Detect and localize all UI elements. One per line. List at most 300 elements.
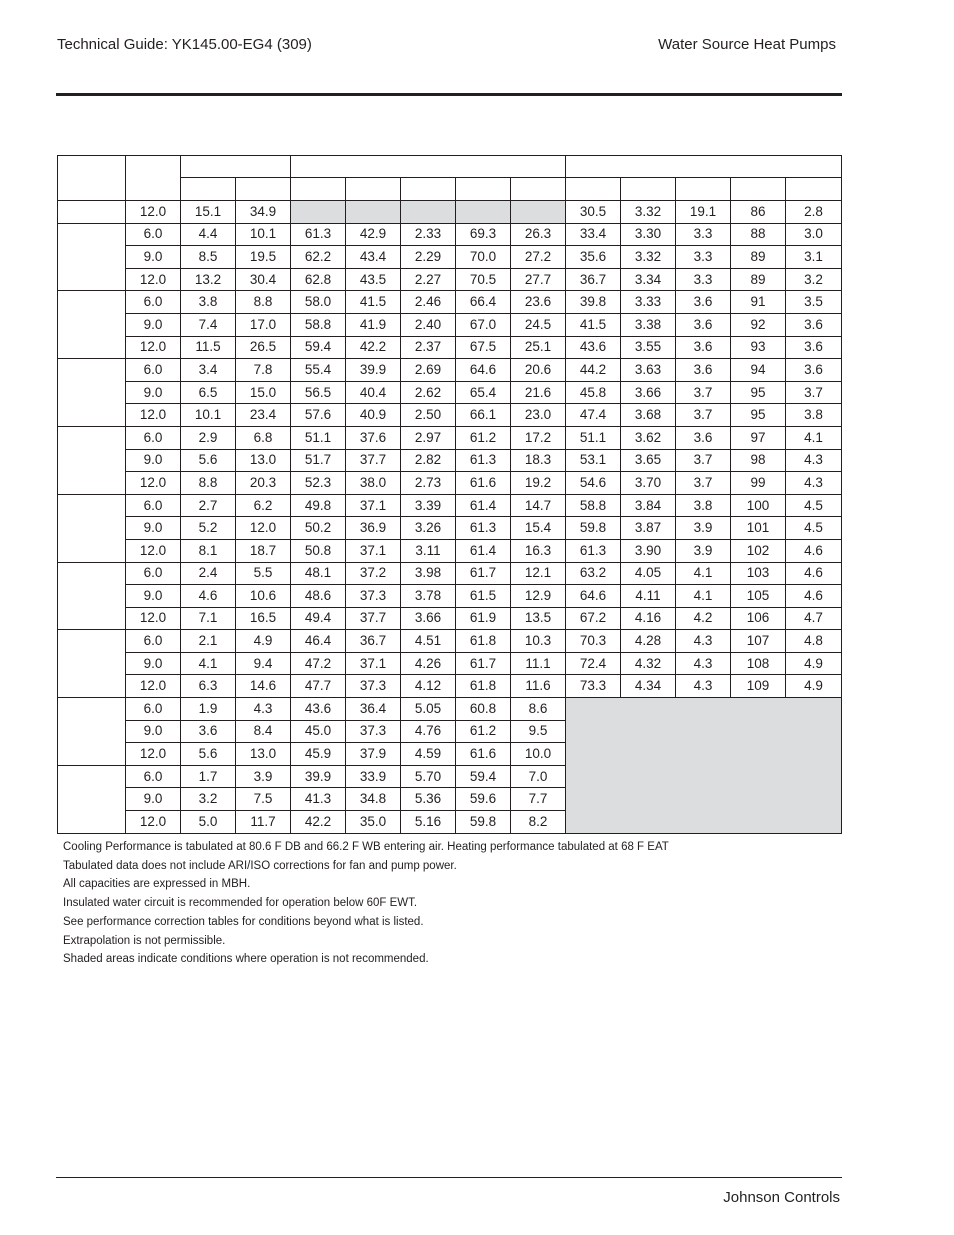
- table-cell: 94: [731, 359, 786, 382]
- table-cell: 10.1: [236, 223, 291, 246]
- table-cell: 73.3: [566, 675, 621, 698]
- table-cell: 46.4: [291, 630, 346, 653]
- table-row: [58, 381, 842, 404]
- table-cell: 10.6: [236, 585, 291, 608]
- table-cell: 8.8: [236, 291, 291, 314]
- table-cell: 67.5: [456, 336, 511, 359]
- table-cell: 97: [731, 426, 786, 449]
- table-cell: 3.2: [786, 268, 842, 291]
- table-cell: 66.4: [456, 291, 511, 314]
- table-cell: 51.1: [566, 426, 621, 449]
- table-cell: 41.3: [291, 788, 346, 811]
- table-cell: 7.4: [181, 313, 236, 336]
- table-cell: 13.0: [236, 743, 291, 766]
- guide-title: Technical Guide: YK145.00-EG4 (309): [57, 36, 312, 53]
- table-cell: 36.7: [346, 630, 401, 653]
- table-cell: 3.62: [621, 426, 676, 449]
- table-cell: 40.4: [346, 381, 401, 404]
- table-cell: 61.3: [291, 223, 346, 246]
- table-cell: 23.0: [511, 404, 566, 427]
- table-cell: 5.2: [181, 517, 236, 540]
- table-cell: 37.6: [346, 426, 401, 449]
- table-cell: 45.9: [291, 743, 346, 766]
- product-title: Water Source Heat Pumps: [658, 36, 836, 53]
- table-cell: 12.0: [126, 743, 181, 766]
- table-cell: 7.0: [511, 765, 566, 788]
- table-cell: 35.6: [566, 246, 621, 269]
- table-cell: 5.6: [181, 449, 236, 472]
- table-cell: 99: [731, 472, 786, 495]
- table-cell: 2.9: [181, 426, 236, 449]
- table-cell: 3.7: [676, 472, 731, 495]
- table-cell: 18.3: [511, 449, 566, 472]
- table-cell: 3.11: [401, 539, 456, 562]
- table-cell: 4.6: [786, 539, 842, 562]
- table-row: [58, 698, 842, 721]
- table-cell: 11.7: [236, 811, 291, 834]
- table-cell: 14.7: [511, 494, 566, 517]
- table-cell: 2.7: [181, 494, 236, 517]
- table-cell: 37.1: [346, 494, 401, 517]
- table-cell: 24.5: [511, 313, 566, 336]
- table-cell: 12.0: [126, 675, 181, 698]
- table-cell: 3.9: [676, 539, 731, 562]
- table-cell: 47.4: [566, 404, 621, 427]
- table-cell: 4.1: [181, 652, 236, 675]
- table-cell: 45.0: [291, 720, 346, 743]
- table-cell: 3.63: [621, 359, 676, 382]
- table-cell: 61.7: [456, 652, 511, 675]
- table-cell: 1.7: [181, 765, 236, 788]
- table-cell: 4.1: [786, 426, 842, 449]
- table-cell: 5.36: [401, 788, 456, 811]
- table-cell: 58.0: [291, 291, 346, 314]
- ewt-cell: [58, 426, 126, 494]
- table-cell: 4.4: [181, 223, 236, 246]
- table-cell: 50.2: [291, 517, 346, 540]
- table-cell: 2.37: [401, 336, 456, 359]
- table-cell: 23.4: [236, 404, 291, 427]
- table-cell: 61.4: [456, 494, 511, 517]
- header-cell: [401, 178, 456, 201]
- table-cell: 30.5: [566, 201, 621, 224]
- table-cell: 2.4: [181, 562, 236, 585]
- table-cell: 2.73: [401, 472, 456, 495]
- table-cell: 19.2: [511, 472, 566, 495]
- performance-table: [57, 155, 842, 834]
- table-cell: 41.9: [346, 313, 401, 336]
- table-cell: 51.1: [291, 426, 346, 449]
- table-cell: 4.11: [621, 585, 676, 608]
- table-cell: 6.3: [181, 675, 236, 698]
- table-cell: 61.7: [456, 562, 511, 585]
- table-cell: 37.3: [346, 720, 401, 743]
- table-cell: 41.5: [566, 313, 621, 336]
- table-cell: 37.1: [346, 652, 401, 675]
- table-cell: 3.90: [621, 539, 676, 562]
- ewt-cell: [58, 698, 126, 766]
- table-cell: 37.1: [346, 539, 401, 562]
- table-row: [58, 291, 842, 314]
- table-row: [58, 517, 842, 540]
- table-cell: 3.32: [621, 201, 676, 224]
- note-line: Tabulated data does not include ARI/ISO corrections for fan and pump power.: [63, 859, 457, 872]
- table-cell: 12.0: [126, 201, 181, 224]
- table-cell: 4.9: [786, 652, 842, 675]
- table-cell: 30.4: [236, 268, 291, 291]
- table-cell: 36.4: [346, 698, 401, 721]
- table-cell: 12.0: [126, 607, 181, 630]
- table-row: [58, 268, 842, 291]
- table-cell: 8.4: [236, 720, 291, 743]
- table-cell: 9.0: [126, 652, 181, 675]
- table-cell: 3.7: [786, 381, 842, 404]
- table-cell: 4.76: [401, 720, 456, 743]
- table-cell: 3.6: [676, 359, 731, 382]
- table-cell: 5.5: [236, 562, 291, 585]
- table-row: [58, 607, 842, 630]
- table-cell: 36.7: [566, 268, 621, 291]
- table-cell: 3.68: [621, 404, 676, 427]
- table-cell: 2.97: [401, 426, 456, 449]
- table-cell: 11.1: [511, 652, 566, 675]
- table-cell: 54.6: [566, 472, 621, 495]
- table-cell: 3.6: [181, 720, 236, 743]
- table-row: [58, 585, 842, 608]
- table-cell: 8.2: [511, 811, 566, 834]
- table-cell: 3.3: [676, 268, 731, 291]
- table-cell: 66.1: [456, 404, 511, 427]
- table-cell: [291, 201, 346, 224]
- header-cell: [58, 156, 126, 201]
- table-cell: 10.1: [181, 404, 236, 427]
- table-cell: 10.0: [511, 743, 566, 766]
- table-cell: 3.6: [786, 313, 842, 336]
- table-cell: 34.8: [346, 788, 401, 811]
- table-cell: 4.9: [236, 630, 291, 653]
- table-cell: 72.4: [566, 652, 621, 675]
- table-cell: 33.4: [566, 223, 621, 246]
- table-cell: 3.4: [181, 359, 236, 382]
- table-cell: 8.6: [511, 698, 566, 721]
- table-cell: 16.5: [236, 607, 291, 630]
- table-cell: 36.9: [346, 517, 401, 540]
- table-cell: 67.2: [566, 607, 621, 630]
- table-cell: 43.6: [291, 698, 346, 721]
- table-row: [58, 652, 842, 675]
- table-cell: 9.0: [126, 788, 181, 811]
- table-cell: 4.6: [181, 585, 236, 608]
- table-cell: 26.3: [511, 223, 566, 246]
- table-cell: 8.5: [181, 246, 236, 269]
- table-cell: 3.5: [786, 291, 842, 314]
- table-cell: 5.05: [401, 698, 456, 721]
- table-row: [58, 246, 842, 269]
- table-cell: 43.5: [346, 268, 401, 291]
- table-cell: 3.38: [621, 313, 676, 336]
- footer-rule: [56, 1177, 842, 1178]
- table-cell: 4.9: [786, 675, 842, 698]
- table-cell: 3.33: [621, 291, 676, 314]
- table-cell: 3.6: [786, 359, 842, 382]
- note-line: Shaded areas indicate conditions where operation is not recommended.: [63, 953, 429, 966]
- header-cell: [566, 178, 621, 201]
- table-cell: 9.0: [126, 381, 181, 404]
- table-cell: 35.0: [346, 811, 401, 834]
- table-cell: 7.1: [181, 607, 236, 630]
- table-cell: 6.0: [126, 291, 181, 314]
- table-cell: 49.4: [291, 607, 346, 630]
- table-cell: [401, 201, 456, 224]
- table-cell: 64.6: [566, 585, 621, 608]
- table-cell: 58.8: [291, 313, 346, 336]
- table-cell: 4.1: [676, 585, 731, 608]
- table-cell: 12.0: [126, 539, 181, 562]
- table-cell: 4.3: [786, 449, 842, 472]
- table-cell: 42.2: [346, 336, 401, 359]
- table-cell: 3.34: [621, 268, 676, 291]
- table-cell: 2.8: [786, 201, 842, 224]
- table-row: [58, 449, 842, 472]
- table-cell: 3.6: [786, 336, 842, 359]
- table-cell: 65.4: [456, 381, 511, 404]
- table-cell: 42.9: [346, 223, 401, 246]
- header-cell: [731, 178, 786, 201]
- header-cell: [566, 156, 842, 178]
- table-cell: 5.6: [181, 743, 236, 766]
- table-cell: 4.3: [676, 652, 731, 675]
- ewt-cell: [58, 765, 126, 833]
- table-cell: 39.9: [346, 359, 401, 382]
- table-cell: 61.3: [566, 539, 621, 562]
- table-cell: 37.7: [346, 449, 401, 472]
- table-cell: 38.0: [346, 472, 401, 495]
- header-cell: [126, 156, 181, 201]
- table-cell: 20.3: [236, 472, 291, 495]
- table-cell: 6.0: [126, 698, 181, 721]
- table-cell: 3.6: [676, 313, 731, 336]
- table-cell: 70.0: [456, 246, 511, 269]
- table-cell: 48.1: [291, 562, 346, 585]
- table-cell: 4.5: [786, 517, 842, 540]
- table-cell: 47.7: [291, 675, 346, 698]
- note-line: See performance correction tables for conditions beyond what is listed.: [63, 915, 424, 928]
- table-cell: 4.1: [676, 562, 731, 585]
- table-cell: 91: [731, 291, 786, 314]
- table-cell: 4.12: [401, 675, 456, 698]
- table-cell: 3.65: [621, 449, 676, 472]
- table-cell: 4.59: [401, 743, 456, 766]
- table-cell: 4.05: [621, 562, 676, 585]
- table-cell: 2.1: [181, 630, 236, 653]
- table-cell: 61.5: [456, 585, 511, 608]
- table-cell: 12.0: [126, 811, 181, 834]
- table-cell: 3.66: [621, 381, 676, 404]
- ewt-cell: [58, 359, 126, 427]
- table-cell: 3.7: [676, 381, 731, 404]
- table-cell: 53.1: [566, 449, 621, 472]
- table-cell: 12.0: [126, 336, 181, 359]
- header-rule: [56, 93, 842, 96]
- table-cell: 47.2: [291, 652, 346, 675]
- note-line: All capacities are expressed in MBH.: [63, 878, 251, 891]
- table-cell: 109: [731, 675, 786, 698]
- table-cell: 2.27: [401, 268, 456, 291]
- table-cell: 37.2: [346, 562, 401, 585]
- table-row: [58, 539, 842, 562]
- table-cell: 27.2: [511, 246, 566, 269]
- company-name: Johnson Controls: [723, 1189, 840, 1206]
- table-row: [58, 426, 842, 449]
- table-cell: 8.1: [181, 539, 236, 562]
- table-cell: 57.6: [291, 404, 346, 427]
- table-cell: 7.7: [511, 788, 566, 811]
- table-row: [58, 562, 842, 585]
- table-cell: 14.6: [236, 675, 291, 698]
- table-cell: 9.0: [126, 585, 181, 608]
- table-cell: 34.9: [236, 201, 291, 224]
- table-row: [58, 494, 842, 517]
- header-cell: [181, 156, 291, 178]
- table-cell: 4.28: [621, 630, 676, 653]
- table-cell: 12.1: [511, 562, 566, 585]
- table-cell: 49.8: [291, 494, 346, 517]
- table-cell: 25.1: [511, 336, 566, 359]
- table-cell: 16.3: [511, 539, 566, 562]
- table-cell: 9.0: [126, 720, 181, 743]
- table-row: [58, 201, 842, 224]
- ewt-cell: [58, 562, 126, 630]
- table-cell: [346, 201, 401, 224]
- table-cell: 107: [731, 630, 786, 653]
- table-cell: 67.0: [456, 313, 511, 336]
- table-cell: 3.3: [676, 223, 731, 246]
- table-cell: 70.5: [456, 268, 511, 291]
- table-cell: 5.70: [401, 765, 456, 788]
- table-cell: 3.30: [621, 223, 676, 246]
- table-cell: 11.6: [511, 675, 566, 698]
- table-cell: 39.8: [566, 291, 621, 314]
- note-line: Extrapolation is not permissible.: [63, 934, 226, 947]
- table-cell: 4.5: [786, 494, 842, 517]
- table-cell: 89: [731, 268, 786, 291]
- table-cell: 2.50: [401, 404, 456, 427]
- header-cell: [291, 156, 566, 178]
- table-cell: 4.6: [786, 585, 842, 608]
- table-cell: 9.0: [126, 313, 181, 336]
- table-cell: 3.8: [676, 494, 731, 517]
- table-cell: 2.69: [401, 359, 456, 382]
- table-cell: 2.29: [401, 246, 456, 269]
- table-cell: 12.9: [511, 585, 566, 608]
- table-cell: 61.8: [456, 675, 511, 698]
- table-cell: 3.3: [676, 246, 731, 269]
- table-cell: 2.46: [401, 291, 456, 314]
- table-cell: 1.9: [181, 698, 236, 721]
- table-cell: 20.6: [511, 359, 566, 382]
- table-cell: 3.0: [786, 223, 842, 246]
- table-cell: 3.8: [786, 404, 842, 427]
- table-cell: 17.2: [511, 426, 566, 449]
- table-cell: 4.3: [676, 675, 731, 698]
- table-cell: 3.84: [621, 494, 676, 517]
- table-cell: 3.66: [401, 607, 456, 630]
- ewt-cell: [58, 630, 126, 698]
- table-cell: 59.6: [456, 788, 511, 811]
- table-cell: 7.5: [236, 788, 291, 811]
- table-cell: 3.9: [676, 517, 731, 540]
- table-cell: 61.2: [456, 426, 511, 449]
- table-cell: 6.0: [126, 630, 181, 653]
- header-cell: [676, 178, 731, 201]
- table-cell: 93: [731, 336, 786, 359]
- table-cell: 3.8: [181, 291, 236, 314]
- table-row: [58, 223, 842, 246]
- table-cell: 12.0: [126, 404, 181, 427]
- table-cell: 92: [731, 313, 786, 336]
- table-cell: 3.87: [621, 517, 676, 540]
- header-cell: [786, 178, 842, 201]
- table-row: [58, 404, 842, 427]
- table-cell: 9.0: [126, 246, 181, 269]
- table-cell: 9.4: [236, 652, 291, 675]
- table-cell: 4.3: [676, 630, 731, 653]
- table-cell: 41.5: [346, 291, 401, 314]
- table-cell: 15.4: [511, 517, 566, 540]
- table-cell: 6.5: [181, 381, 236, 404]
- table-cell: 39.9: [291, 765, 346, 788]
- table-cell: 70.3: [566, 630, 621, 653]
- table-cell: 9.5: [511, 720, 566, 743]
- table-cell: 61.2: [456, 720, 511, 743]
- table-cell: 108: [731, 652, 786, 675]
- table-cell: 4.3: [236, 698, 291, 721]
- table-notes: [63, 838, 669, 969]
- table-cell: 12.0: [236, 517, 291, 540]
- table-cell: 12.0: [126, 268, 181, 291]
- table-cell: 3.6: [676, 336, 731, 359]
- table-row: [58, 336, 842, 359]
- table-cell: [456, 201, 511, 224]
- table-cell: 4.6: [786, 562, 842, 585]
- table-cell: 59.4: [456, 765, 511, 788]
- table-cell: 55.4: [291, 359, 346, 382]
- table-cell: 86: [731, 201, 786, 224]
- table-cell: 4.51: [401, 630, 456, 653]
- table-cell: 3.26: [401, 517, 456, 540]
- table-cell: 59.8: [456, 811, 511, 834]
- table-cell: 3.7: [676, 404, 731, 427]
- table-cell: 17.0: [236, 313, 291, 336]
- table-cell: 106: [731, 607, 786, 630]
- header-cell: [456, 178, 511, 201]
- table-cell: 103: [731, 562, 786, 585]
- table-cell: 33.9: [346, 765, 401, 788]
- table-cell: 37.9: [346, 743, 401, 766]
- table-cell: 6.0: [126, 426, 181, 449]
- table-cell: 21.6: [511, 381, 566, 404]
- table-cell: 19.5: [236, 246, 291, 269]
- table-cell: 50.8: [291, 539, 346, 562]
- note-line: Cooling Performance is tabulated at 80.6 F DB and 66.2 F WB entering air. Heating performance tabulated at 68 F EAT: [63, 841, 669, 853]
- table-cell: 3.39: [401, 494, 456, 517]
- table-cell: 43.6: [566, 336, 621, 359]
- table-cell: 3.7: [676, 449, 731, 472]
- table-cell: 11.5: [181, 336, 236, 359]
- table-cell: 95: [731, 381, 786, 404]
- table-cell: 12.0: [126, 472, 181, 495]
- table-cell: 6.0: [126, 359, 181, 382]
